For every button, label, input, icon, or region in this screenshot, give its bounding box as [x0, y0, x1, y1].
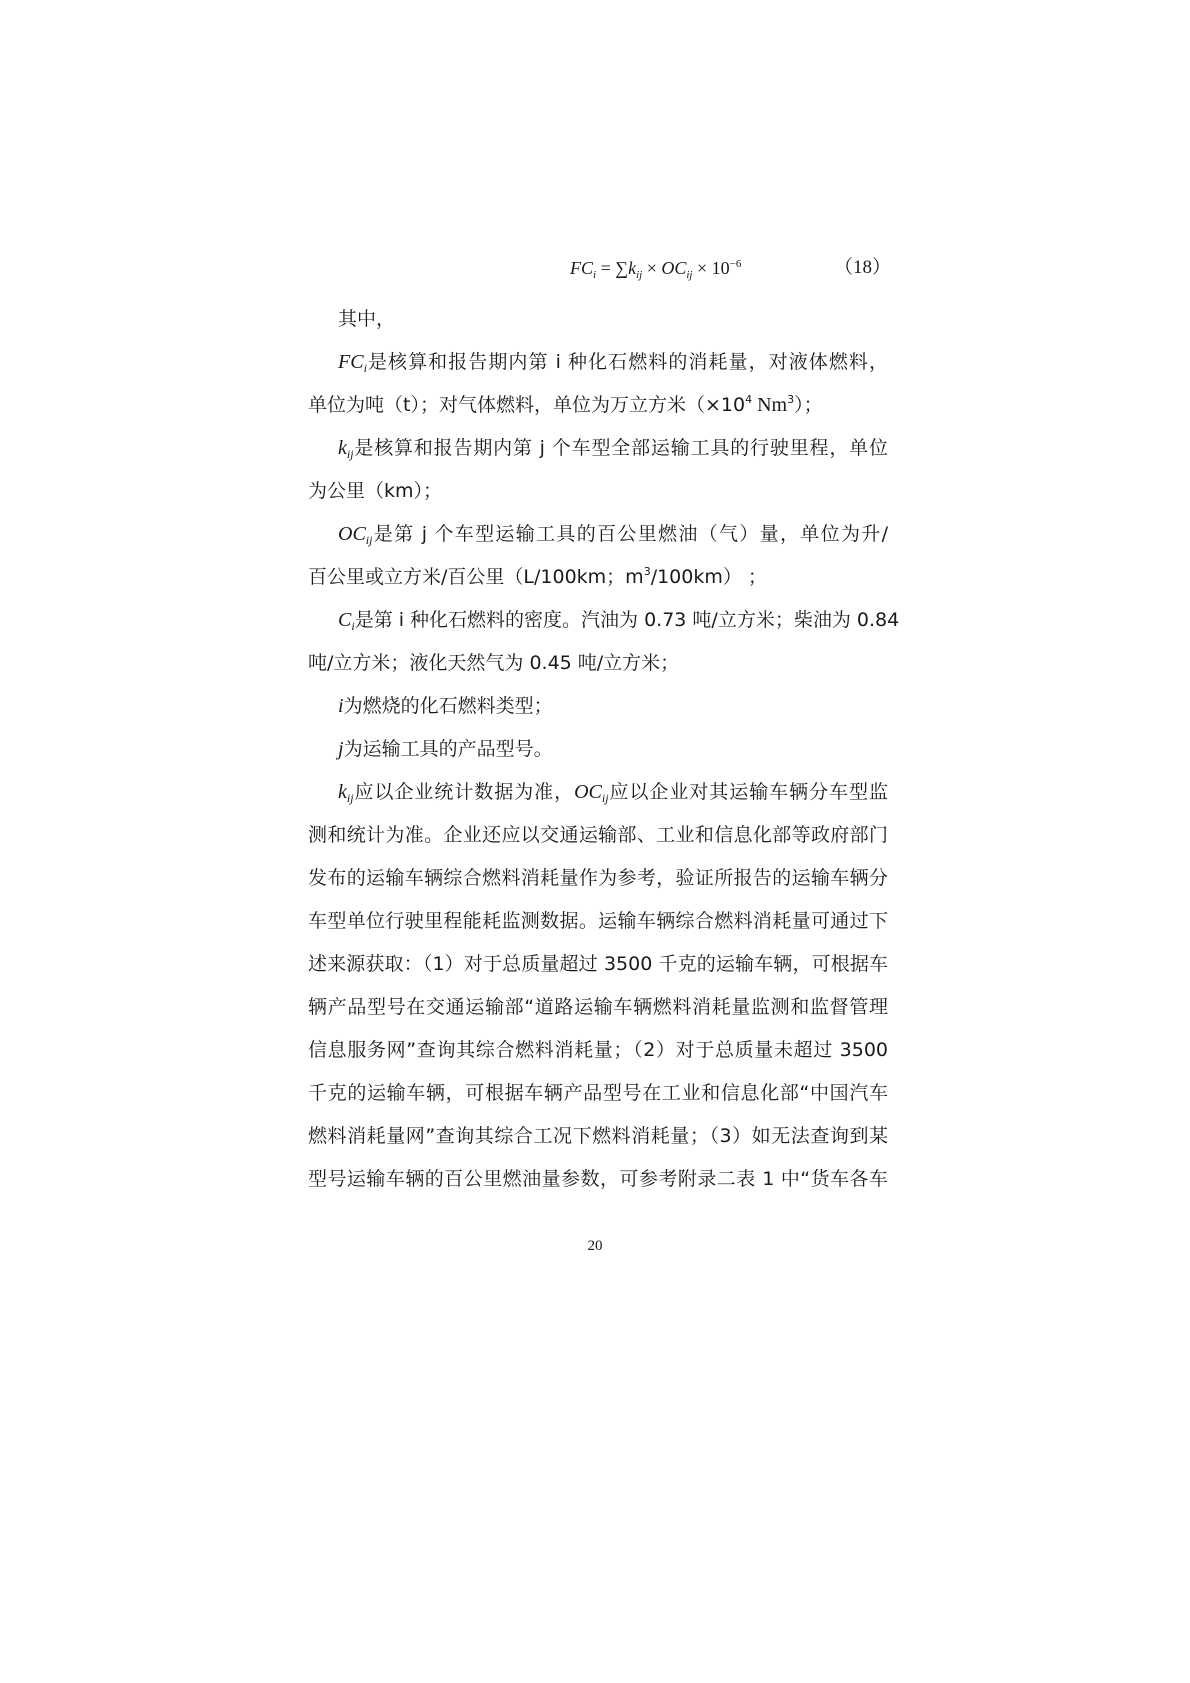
- paragraph-line-7: 信息服务网”查询其综合燃料消耗量；（2）对于总质量未超过 3500: [308, 1039, 888, 1061]
- oc-definition-line-2: [308, 564, 888, 590]
- para-k-symbol: [338, 781, 354, 803]
- qizhong-line: [338, 306, 888, 332]
- para-k-symbol-sub: ij: [346, 791, 354, 805]
- formula-eq-sum: = ∑: [596, 258, 629, 278]
- oc-definition-sup-3: 3: [643, 565, 651, 578]
- paragraph-text-1a: 应以企业统计数据为准，: [353, 781, 575, 803]
- oc-definition-line-1: [338, 521, 888, 547]
- fc-symbol-var: FC: [338, 351, 364, 373]
- formula-times-2: × 10: [692, 258, 730, 278]
- j-definition-line: [338, 736, 888, 762]
- formula-oc-sub: ij: [686, 269, 693, 281]
- fc-definition-line-2: [308, 392, 888, 418]
- paragraph-text-1b: 应以企业对其运输车辆分车型监: [608, 781, 888, 803]
- k-definition-text-2: 为公里（km）；: [308, 480, 443, 502]
- oc-definition-text-1: 是第 j 个车型运输工具的百公里燃油（气）量，单位为升/: [372, 523, 888, 545]
- paragraph-line-1: [338, 779, 888, 805]
- formula-oc-var: OC: [661, 258, 687, 278]
- page-number: 20: [587, 1238, 603, 1254]
- k-definition-text-1: 是核算和报告期内第 j 个车型全部运输工具的行驶里程，单位: [353, 437, 888, 459]
- oc-symbol-sub: ij: [365, 533, 373, 547]
- formula-exponent: −6: [729, 258, 742, 270]
- oc-symbol-var: OC: [338, 523, 366, 545]
- fc-symbol-sub: i: [363, 361, 367, 375]
- paragraph-line-6: 辆产品型号在交通运输部“道路运输车辆燃料消耗量监测和监督管理: [308, 996, 888, 1018]
- oc-definition-text-2b: /100km） ；: [650, 566, 767, 588]
- fc-symbol: [338, 351, 367, 373]
- k-definition-line-1: [338, 435, 888, 461]
- fc-definition-sup-3: 3: [787, 393, 795, 406]
- paragraph-line-3: 发布的运输车辆综合燃料消耗量作为参考，验证所报告的运输车辆分: [308, 867, 888, 889]
- qizhong-text: 其中，: [338, 308, 396, 330]
- fc-definition-line-1: [338, 349, 888, 375]
- fc-definition-sup-4: 4: [745, 393, 753, 406]
- paragraph-line-5: 述来源获取：（1）对于总质量超过 3500 千克的运输车辆，可根据车: [308, 953, 888, 975]
- equation-number: （18）: [834, 257, 892, 278]
- para-oc-symbol-sub: ij: [601, 791, 609, 805]
- para-k-symbol-var: k: [338, 781, 347, 803]
- fc-definition-text-2c: ）；: [794, 394, 823, 416]
- formula-fc-sub: i: [593, 269, 597, 281]
- oc-definition-text-2a: 百公里或立方米/百公里（L/100km；m: [308, 566, 644, 588]
- j-symbol: j: [338, 738, 344, 760]
- para-oc-symbol: [574, 781, 608, 803]
- i-symbol: i: [338, 695, 344, 717]
- c-definition-text-1: 是第 i 种化石燃料的密度。汽油为 0.73 吨/立方米；柴油为 0.84: [354, 609, 900, 631]
- c-definition-text-2: 吨/立方米；液化天然气为 0.45 吨/立方米；: [308, 652, 680, 674]
- c-symbol-sub: i: [351, 619, 355, 633]
- paragraph-line-10: 型号运输车辆的百公里燃油量参数，可参考附录二表 1 中“货车各车: [308, 1168, 888, 1190]
- i-definition-line: [338, 693, 888, 719]
- c-definition-line-1: [338, 607, 900, 633]
- equation-18: [570, 256, 741, 280]
- formula-times-1: ×: [642, 258, 662, 278]
- paragraph-line-4: 车型单位行驶里程能耗监测数据。运输车辆综合燃料消耗量可通过下: [308, 910, 888, 932]
- i-definition-text: 为燃烧的化石燃料类型；: [343, 695, 553, 717]
- k-definition-line-2: [308, 478, 888, 504]
- formula-k-sub: ij: [636, 269, 643, 281]
- j-definition-text: 为运输工具的产品型号。: [343, 738, 553, 760]
- oc-symbol: [338, 523, 372, 545]
- fc-definition-text-1: 是核算和报告期内第 i 种化石燃料的消耗量，对液体燃料，: [366, 351, 888, 373]
- fc-definition-text-2b: Nm: [752, 394, 788, 416]
- formula-fc-var: FC: [570, 258, 594, 278]
- c-symbol-var: C: [338, 609, 352, 631]
- c-definition-line-2: [308, 650, 888, 676]
- k-symbol-var: k: [338, 437, 347, 459]
- paragraph-line-2: 测和统计为准。企业还应以交通运输部、工业和信息化部等政府部门: [308, 824, 888, 846]
- c-symbol: [338, 609, 355, 631]
- fc-definition-text-2a: 单位为吨（t）；对气体燃料，单位为万立方米（×10: [308, 394, 746, 416]
- paragraph-line-9: 燃料消耗量网”查询其综合工况下燃料消耗量；（3）如无法查询到某: [308, 1125, 888, 1147]
- k-symbol-sub: ij: [346, 447, 354, 461]
- paragraph-line-8: 千克的运输车辆，可根据车辆产品型号在工业和信息化部“中国汽车: [308, 1082, 888, 1104]
- formula-k-var: k: [628, 258, 637, 278]
- para-oc-symbol-var: OC: [574, 781, 602, 803]
- k-symbol: [338, 437, 354, 459]
